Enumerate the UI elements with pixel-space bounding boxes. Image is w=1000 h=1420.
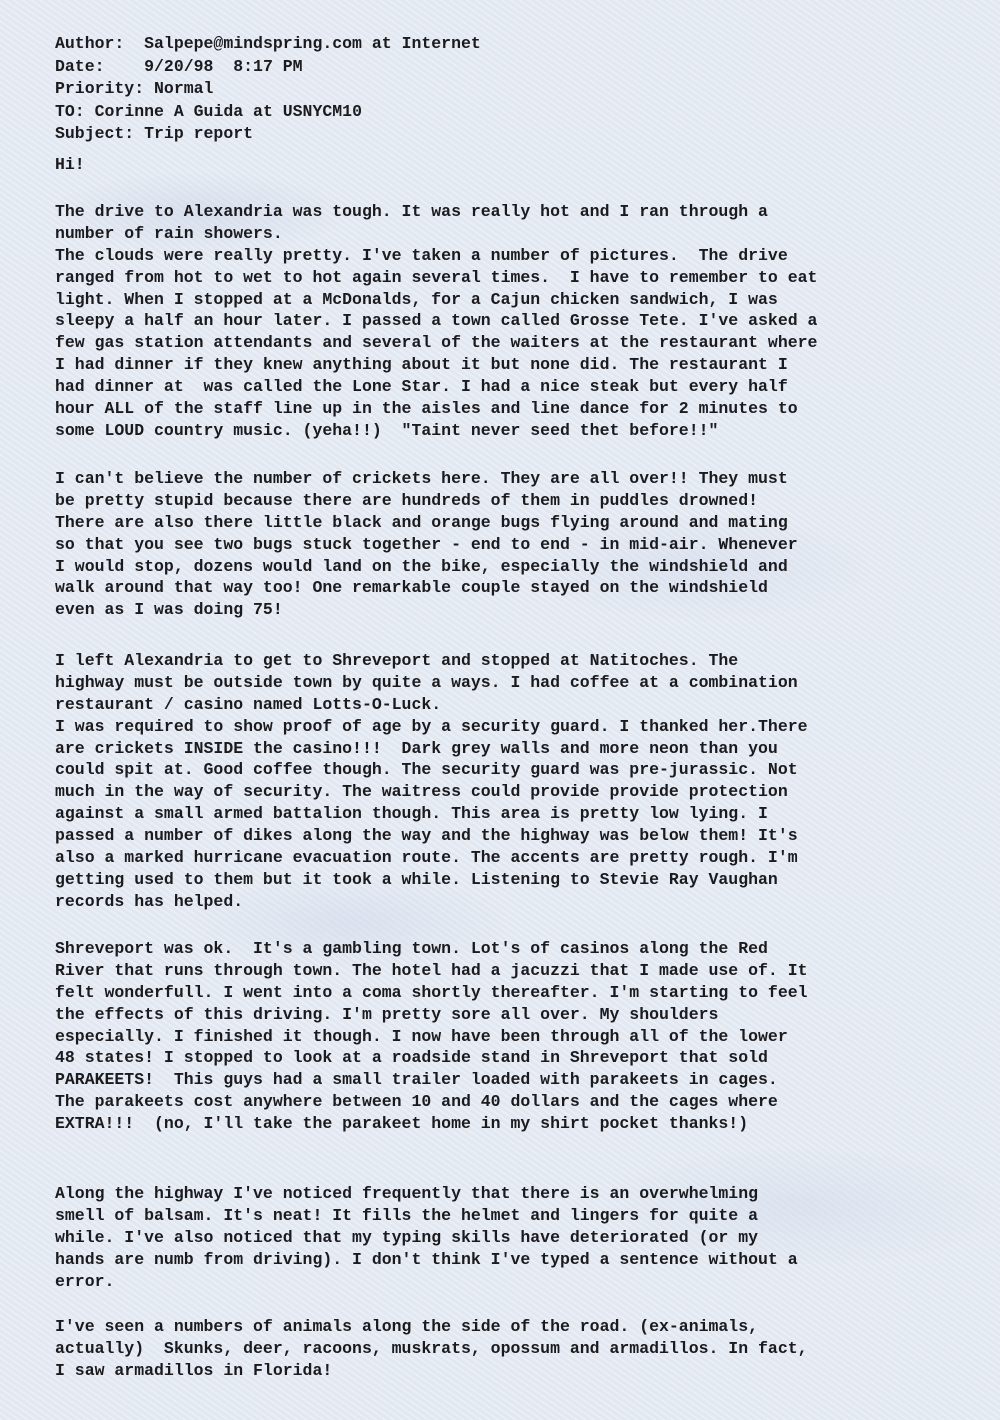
body-text-line: I've seen a numbers of animals along the side of the road. (ex-animals, — [55, 1317, 759, 1336]
body-text-line: so that you see two bugs stuck together - end to end - in mid-air. Whenever — [55, 534, 798, 554]
author-label: Author: — [55, 34, 125, 53]
subject-value: Trip report — [144, 124, 254, 143]
paragraph-balsam — [55, 1183, 955, 1292]
body-text-line: The parakeets cost anywhere between 10 and 40 dollars and the cages where — [55, 1092, 778, 1112]
body-text-line: 48 states! I stopped to look at a roadside stand in Shreveport that sold — [55, 1048, 768, 1068]
greeting: Hi! — [55, 155, 85, 174]
author-row — [55, 33, 481, 56]
body-text-line: I saw armadillos in Florida! — [55, 1360, 333, 1380]
body-text-line: are crickets INSIDE the casino!!! Dark grey walls and more neon than you — [55, 738, 778, 758]
to-row — [55, 101, 481, 124]
body-text-line: especially. I finished it though. I now have been through all of the lower — [55, 1026, 788, 1046]
body-text-line: highway must be outside town by quite a ways. I had coffee at a combination — [55, 672, 798, 692]
body-text-line: be pretty stupid because there are hundreds of them in puddles drowned! — [55, 490, 759, 510]
paragraph-drive-to-alexandria — [55, 201, 955, 442]
body-text-line: while. I've also noticed that my typing skills have deteriorated (or my — [55, 1227, 759, 1247]
body-text-line: EXTRA!!! (no, I'll take the parakeet home in my shirt pocket thanks!) — [55, 1114, 749, 1134]
body-text-line: felt wonderfull. I went into a coma shortly thereafter. I'm starting to feel — [55, 982, 808, 1002]
body-text-line: I had dinner if they knew anything about it but none did. The restaurant I — [55, 355, 788, 375]
body-text-line: Shreveport was ok. It's a gambling town. Lot's of casinos along the Red — [55, 939, 768, 958]
priority-label: Priority: — [55, 79, 145, 98]
body-text-line: restaurant / casino named Lotts-O-Luck. — [55, 694, 442, 714]
to-label: TO: — [55, 101, 85, 121]
body-text-line: records has helped. — [55, 891, 244, 911]
body-text-line: error. — [55, 1271, 115, 1291]
body-text-line: hour ALL of the staff line up in the aisles and line dance for 2 minutes to — [55, 399, 798, 419]
body-text-line: even as I was doing 75! — [55, 600, 283, 620]
date-row — [55, 56, 481, 79]
body-text-line: light. When I stopped at a McDonalds, for a Cajun chicken sandwich, I was — [55, 289, 778, 309]
date-value: 9/20/98 8:17 PM — [144, 56, 303, 76]
email-header — [55, 33, 481, 146]
body-text-line: There are also there little black and orange bugs flying around and mating — [55, 512, 788, 532]
body-text-line: the effects of this driving. I'm pretty sore all over. My shoulders — [55, 1004, 719, 1024]
body-text-line: ranged from hot to wet to hot again several times. I have to remember to eat — [55, 267, 818, 287]
body-text-line: PARAKEETS! This guys had a small trailer loaded with parakeets in cages. — [55, 1070, 778, 1090]
body-text-line: against a small armed battalion though. This area is pretty low lying. I — [55, 804, 768, 824]
body-text-line: smell of balsam. It's neat! It fills the helmet and lingers for quite a — [55, 1205, 759, 1225]
body-text-line: hands are numb from driving). I don't think I've typed a sentence without a — [55, 1249, 798, 1269]
body-text-line: walk around that way too! One remarkable couple stayed on the windshield — [55, 578, 768, 598]
date-label: Date: — [55, 56, 105, 76]
body-text-line: The clouds were really pretty. I've taken a number of pictures. The drive — [55, 245, 788, 265]
subject-label: Subject: — [55, 124, 135, 143]
priority-value: Normal — [154, 79, 214, 98]
paragraph-animals — [55, 1316, 955, 1382]
author-value: Salpepe@mindspring.com at Internet — [144, 34, 481, 53]
to-value: Corinne A Guida at USNYCM10 — [94, 101, 362, 121]
body-text-line: actually) Skunks, deer, racoons, muskrats, opossum and armadillos. In fact, — [55, 1338, 808, 1358]
subject-row — [55, 123, 481, 146]
body-text-line: I left Alexandria to get to Shreveport and stopped at Natitoches. The — [55, 651, 739, 670]
body-text-line: number of rain showers. — [55, 223, 283, 243]
paragraph-crickets — [55, 468, 955, 621]
paragraph-shreveport — [55, 938, 955, 1135]
body-text-line: passed a number of dikes along the way and the highway was below them! It's — [55, 826, 798, 846]
body-text-line: River that runs through town. The hotel had a jacuzzi that I made use of. It — [55, 960, 808, 980]
body-text-line: could spit at. Good coffee though. The security guard was pre-jurassic. Not — [55, 760, 798, 780]
body-text-line: I can't believe the number of crickets here. They are all over!! They must — [55, 469, 788, 488]
body-text-line: The drive to Alexandria was tough. It was really hot and I ran through a — [55, 202, 768, 221]
paragraph-natitoches-casino — [55, 650, 955, 913]
body-text-line: some LOUD country music. (yeha!!) "Taint never seed thet before!!" — [55, 420, 719, 440]
body-text-line: getting used to them but it took a while. Listening to Stevie Ray Vaughan — [55, 869, 778, 889]
body-text-line: Along the highway I've noticed frequently that there is an overwhelming — [55, 1184, 759, 1203]
body-text-line: sleepy a half an hour later. I passed a town called Grosse Tete. I've asked a — [55, 311, 818, 331]
body-text-line: also a marked hurricane evacuation route. The accents are pretty rough. I'm — [55, 848, 798, 868]
priority-row — [55, 78, 481, 101]
body-text-line: had dinner at was called the Lone Star. I had a nice steak but every half — [55, 377, 788, 397]
body-text-line: I would stop, dozens would land on the bike, especially the windshield and — [55, 556, 788, 576]
body-text-line: much in the way of security. The waitress could provide provide protection — [55, 782, 788, 802]
body-text-line: I was required to show proof of age by a security guard. I thanked her.There — [55, 716, 808, 736]
body-text-line: few gas station attendants and several of the waiters at the restaurant where — [55, 333, 818, 353]
